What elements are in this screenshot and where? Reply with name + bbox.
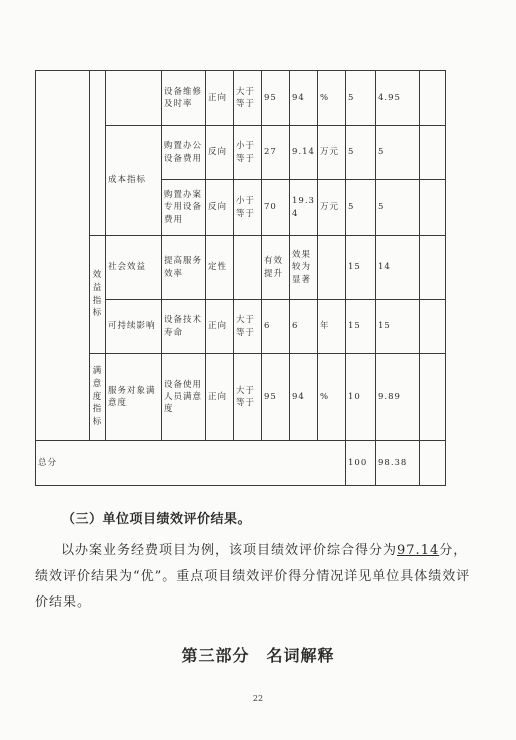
score: 14 bbox=[376, 236, 420, 300]
paragraph-text: 分，绩效评价结果为“优”。重点项目绩效评价得分情况详见单位具体绩效评价结果。 bbox=[35, 543, 471, 610]
target-value: 70 bbox=[262, 180, 290, 236]
indicator-direction: 正向 bbox=[206, 354, 234, 441]
level3-cell bbox=[106, 71, 162, 126]
indicator-name: 提高服务效率 bbox=[162, 236, 206, 300]
table-row bbox=[36, 236, 446, 300]
remark-cell bbox=[420, 71, 446, 126]
indicator-operator: 大于等于 bbox=[234, 300, 262, 354]
indicator-operator: 小于等于 bbox=[234, 126, 262, 180]
unit: % bbox=[318, 354, 346, 441]
indicator-direction: 定性 bbox=[206, 236, 234, 300]
remark-cell bbox=[420, 180, 446, 236]
part-heading: 第三部分 名词解释 bbox=[181, 646, 335, 665]
unit bbox=[318, 236, 346, 300]
performance-table bbox=[35, 70, 446, 486]
score: 5 bbox=[376, 180, 420, 236]
unit: % bbox=[318, 71, 346, 126]
unit: 万元 bbox=[318, 126, 346, 180]
level2-cell: 效益指标 bbox=[90, 236, 106, 354]
target-value: 27 bbox=[262, 126, 290, 180]
indicator-direction: 反向 bbox=[206, 126, 234, 180]
actual-value: 效果较为显著 bbox=[290, 236, 318, 300]
indicator-direction: 正向 bbox=[206, 71, 234, 126]
remark-cell bbox=[420, 126, 446, 180]
indicator-name: 购置办案专用设备费用 bbox=[162, 180, 206, 236]
remark-cell bbox=[420, 300, 446, 354]
weight: 5 bbox=[346, 180, 376, 236]
indicator-operator: 大于等于 bbox=[234, 71, 262, 126]
actual-value: 19.34 bbox=[290, 180, 318, 236]
level3-cell: 社会效益 bbox=[106, 236, 162, 300]
total-label: 总分 bbox=[36, 441, 346, 486]
page-number: 22 bbox=[252, 694, 264, 703]
result-paragraph bbox=[35, 538, 473, 616]
remark-cell bbox=[420, 441, 446, 486]
indicator-operator bbox=[234, 236, 262, 300]
actual-value: 94 bbox=[290, 71, 318, 126]
score: 9.89 bbox=[376, 354, 420, 441]
remark-cell bbox=[420, 354, 446, 441]
indicator-direction: 反向 bbox=[206, 180, 234, 236]
target-value: 95 bbox=[262, 354, 290, 441]
unit: 万元 bbox=[318, 180, 346, 236]
weight: 5 bbox=[346, 126, 376, 180]
table-row bbox=[36, 71, 446, 126]
level2-cell bbox=[90, 71, 106, 236]
level3-cell: 可持续影响 bbox=[106, 300, 162, 354]
actual-value: 9.14 bbox=[290, 126, 318, 180]
weight: 15 bbox=[346, 300, 376, 354]
unit: 年 bbox=[318, 300, 346, 354]
weight: 15 bbox=[346, 236, 376, 300]
level3-cell: 成本指标 bbox=[106, 126, 162, 236]
level3-cell: 服务对象满意度 bbox=[106, 354, 162, 441]
total-score: 98.38 bbox=[376, 441, 420, 486]
target-value: 6 bbox=[262, 300, 290, 354]
total-row bbox=[36, 441, 446, 486]
indicator-operator: 小于等于 bbox=[234, 180, 262, 236]
total-weight: 100 bbox=[346, 441, 376, 486]
target-value: 95 bbox=[262, 71, 290, 126]
weight: 5 bbox=[346, 71, 376, 126]
table-row bbox=[36, 354, 446, 441]
indicator-name: 购置办公设备费用 bbox=[162, 126, 206, 180]
indicator-name: 设备技术寿命 bbox=[162, 300, 206, 354]
level1-cell bbox=[36, 71, 90, 441]
actual-value: 6 bbox=[290, 300, 318, 354]
indicator-operator: 大于等于 bbox=[234, 354, 262, 441]
indicator-name: 设备使用人员满意度 bbox=[162, 354, 206, 441]
indicator-name: 设备维修及时率 bbox=[162, 71, 206, 126]
target-value: 有效提升 bbox=[262, 236, 290, 300]
actual-value: 94 bbox=[290, 354, 318, 441]
composite-score: 97.14 bbox=[397, 543, 440, 558]
score: 15 bbox=[376, 300, 420, 354]
score: 4.95 bbox=[376, 71, 420, 126]
weight: 10 bbox=[346, 354, 376, 441]
section-heading: （三）单位项目绩效评价结果。 bbox=[62, 512, 252, 527]
score: 5 bbox=[376, 126, 420, 180]
remark-cell bbox=[420, 236, 446, 300]
indicator-direction: 正向 bbox=[206, 300, 234, 354]
level2-cell: 满意度指标 bbox=[90, 354, 106, 441]
paragraph-text: 以办案业务经费项目为例，该项目绩效评价综合得分为 bbox=[61, 543, 398, 558]
